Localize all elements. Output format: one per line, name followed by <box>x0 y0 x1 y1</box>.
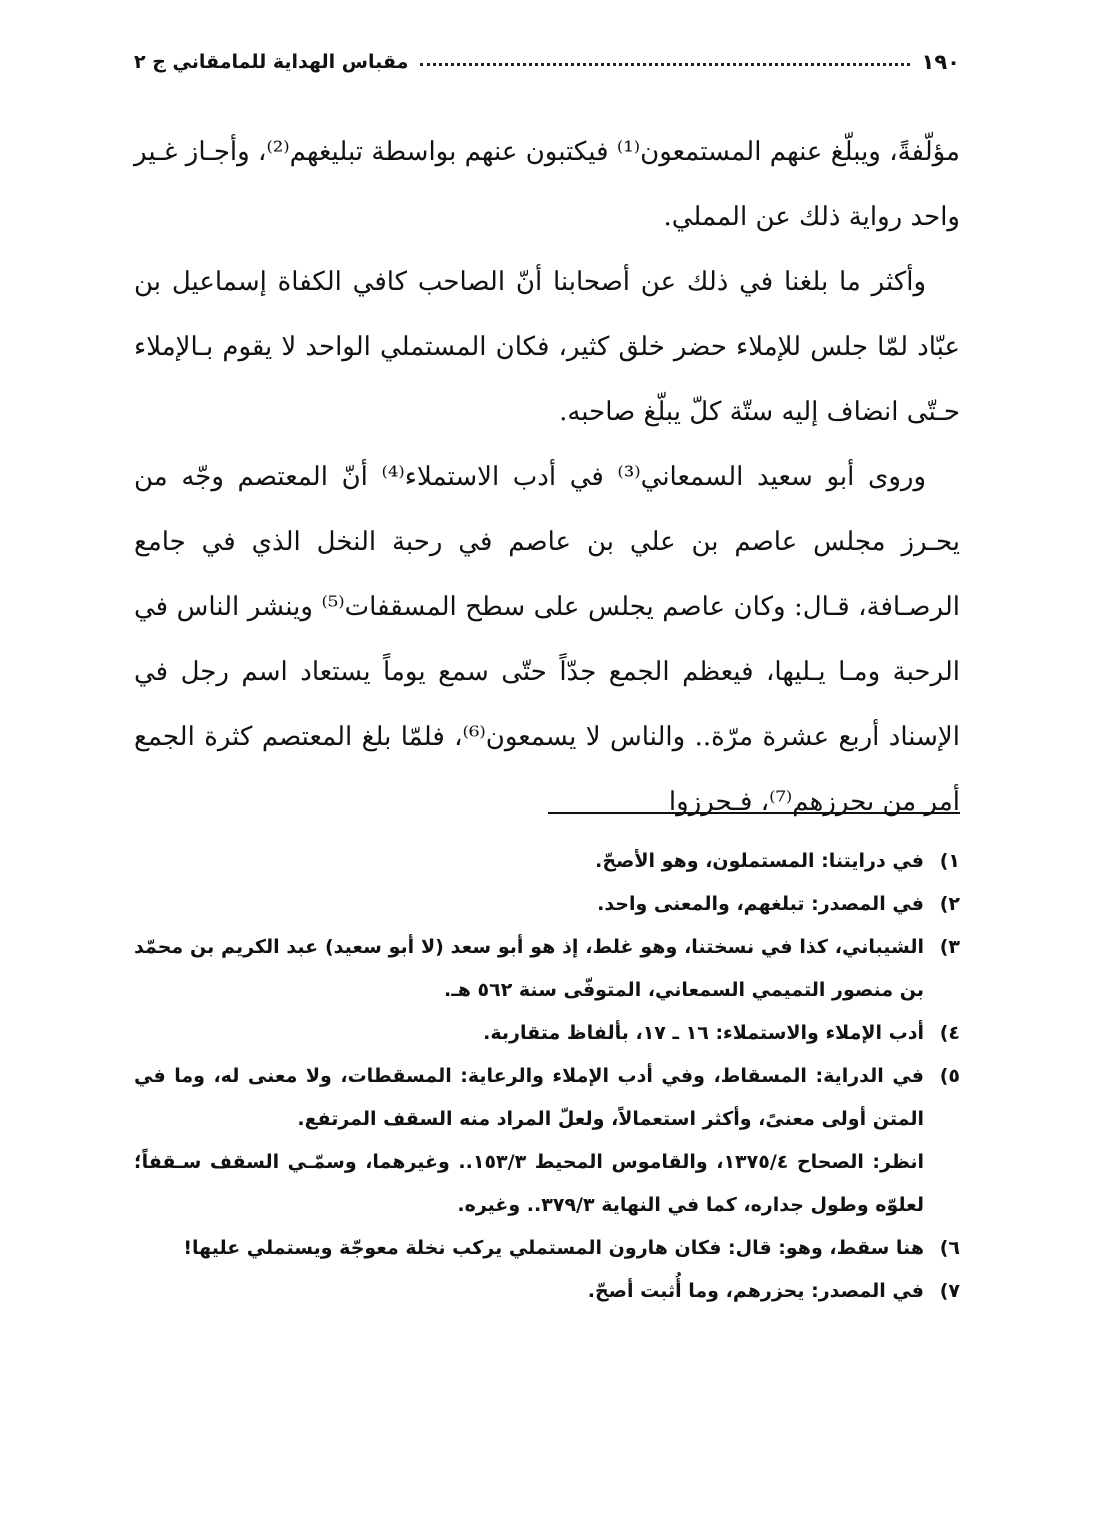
footnote-6 <box>134 1227 960 1270</box>
footnote-number: ١) <box>939 850 960 872</box>
footnote-number: ٤) <box>939 1022 960 1044</box>
footnote-text: في المصدر: يحزرهم، وما أُثبت أصحّ. <box>587 1280 924 1302</box>
main-text <box>134 120 960 835</box>
running-title: مقباس الهداية للمامقاني ج ٢ <box>134 51 409 73</box>
footnote-3 <box>134 926 960 1012</box>
paragraph-1: مؤلّفةً، ويبلّغ عنهم المستمعون⁽¹⁾ فيكتبون عنهم بواسطة تبليغهم⁽²⁾، وأجـاز غـير واحد رواية ذلك عن المملي. <box>134 137 960 232</box>
footnote-7 <box>134 1270 960 1313</box>
footnote-2 <box>134 883 960 926</box>
footnote-5-continuation: انظر: الصحاح ١٣٧٥/٤، والقاموس المحيط ١٥٣/٣.. وغيرهما، وسمّـي السقف سـقفاً؛ لعلوّه وطول جداره، كما في النهاية ٣٧٩/٣.. وغيره. <box>134 1151 924 1216</box>
footnote-number: ٧) <box>939 1280 960 1302</box>
page-header <box>134 40 960 84</box>
footnote-4 <box>134 1012 960 1055</box>
paragraph-3: وروى أبو سعيد السمعاني⁽³⁾ في أدب الاستملاء⁽⁴⁾ أنّ المعتصم وجّه من يحـرز مجلس عاصم بن علي بن عاصم في رحبة النخل الذي في جامع الرصـافة، قـال: وكان عاصم يجلس على سطح المسقفات⁽⁵⁾ وينشر الناس في الرحبة ومـا يـليها، فيعظم الجمع جدّاً حتّى سمع يوماً يستعاد اسم رجل في الإسناد أربع عشرة مرّة.. والناس لا يسمعون⁽⁶⁾، فلمّا بلغ المعتصم كثرة الجمع أمر من يحرزهم⁽⁷⁾، فـحرزوا <box>134 462 961 817</box>
footnote-text: في الدراية: المسقاط، وفي أدب الإملاء والرعاية: المسقطات، ولا معنى له، وما في المتن أولى معنىً، وأكثر استعمالاً، ولعلّ المراد منه السقف المرتفع. <box>134 1065 924 1130</box>
footnote-text: الشيباني، كذا في نسختنا، وهو غلط، إذ هو أبو سعد (لا أبو سعيد) عبد الكريم بن محمّد بن منصور التميمي السمعاني، المتوفّى سنة ٥٦٢ هـ. <box>134 936 924 1001</box>
footnote-text: هنا سقط، وهو: قال: فكان هارون المستملي يركب نخلة معوجّة ويستملي عليها! <box>183 1237 924 1259</box>
footnote-1 <box>134 840 960 883</box>
header-dotted-leader <box>420 63 909 66</box>
footnote-5 <box>134 1055 960 1141</box>
footnote-text: أدب الإملاء والاستملاء: ١٦ ـ ١٧، بألفاظ متقاربة. <box>483 1022 924 1044</box>
footnote-separator <box>548 812 960 814</box>
page-number: ١٩٠ <box>921 50 960 74</box>
footnote-text: في المصدر: تبلغهم، والمعنى واحد. <box>597 893 924 915</box>
footnote-number: ٣) <box>939 936 960 958</box>
footnote-number: ٥) <box>939 1065 960 1087</box>
footnote-text: في درايتنا: المستملون، وهو الأصحّ. <box>595 850 924 872</box>
footnote-number: ٢) <box>939 893 960 915</box>
footnotes <box>134 840 960 1313</box>
paragraph-2: وأكثر ما بلغنا في ذلك عن أصحابنا أنّ الصاحب كافي الكفاة إسماعيل بن عبّاد لمّا جلس للإملاء حضر خلق كثير، فكان المستملي الواحد لا يقوم بـالإملاء حـتّى انضاف إليه ستّة كلّ يبلّغ صاحبه. <box>134 267 960 427</box>
footnote-number: ٦) <box>939 1237 960 1259</box>
